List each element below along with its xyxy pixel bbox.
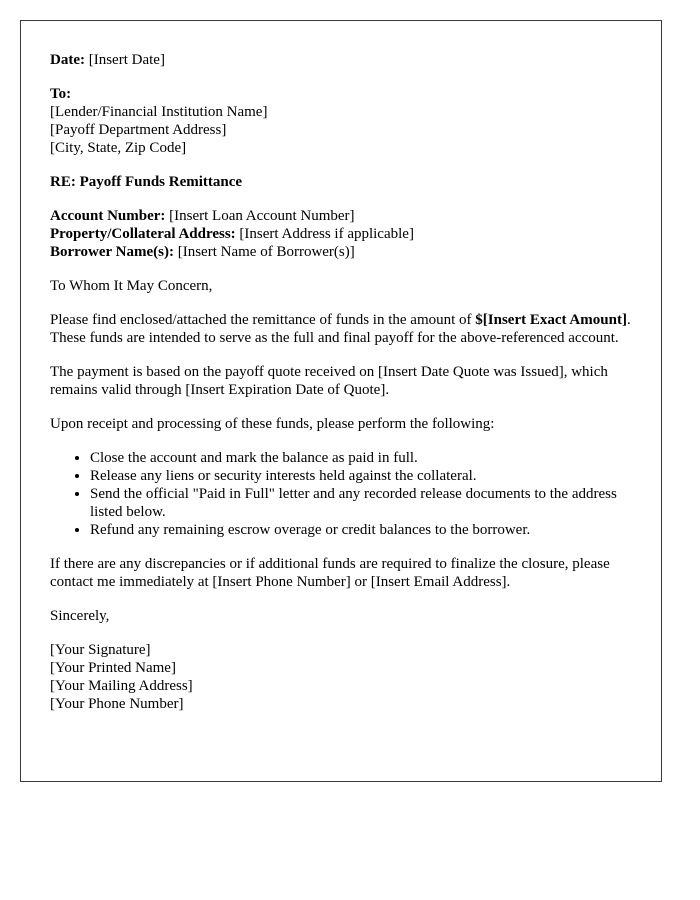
recipient-name: [Lender/Financial Institution Name] <box>50 104 268 120</box>
letter-page <box>20 20 662 782</box>
property-address-value: [Insert Address if applicable] <box>239 226 414 242</box>
action-item-close-account: • Close the account and mark the balance as paid in full. <box>90 449 633 467</box>
account-number-line <box>50 207 633 225</box>
remittance-text-start: Please find enclosed/attached the remittance of funds in the amount of <box>50 312 476 328</box>
date-line <box>50 51 633 69</box>
mailing-address: [Your Mailing Address] <box>50 678 193 694</box>
account-number-label: Account Number: <box>50 208 166 224</box>
property-address-line <box>50 225 633 243</box>
borrower-name-value: [Insert Name of Borrower(s)] <box>177 244 355 260</box>
contact-paragraph: If there are any discrepancies or if additional funds are required to finalize the closure, please contact me immediately at [Insert Phone Number] or [Insert Email Address]. <box>50 556 610 590</box>
recipient-block <box>50 85 633 157</box>
printed-name: [Your Printed Name] <box>50 660 176 676</box>
remittance-paragraph <box>50 311 633 347</box>
payoff-amount: $[Insert Exact Amount] <box>475 312 627 328</box>
remittance-text-end: . These funds are intended to serve as the full and final payoff for the above-referenced account. <box>50 312 631 346</box>
to-label: To: <box>50 86 72 102</box>
action-item-refund-escrow: • Refund any remaining escrow overage or credit balances to the borrower. <box>90 521 633 539</box>
date-label: Date: <box>50 52 85 68</box>
date-value: [Insert Date] <box>88 52 165 68</box>
recipient-city-state-zip: [City, State, Zip Code] <box>50 140 187 156</box>
action-item-send-letter: • Send the official "Paid in Full" letter and any recorded release documents to the address listed below. <box>90 485 633 521</box>
recipient-address: [Payoff Department Address] <box>50 122 227 138</box>
property-address-label: Property/Collateral Address: <box>50 226 236 242</box>
borrower-name-label: Borrower Name(s): <box>50 244 174 260</box>
borrower-name-line <box>50 243 633 261</box>
instructions-intro: Upon receipt and processing of these funds, please perform the following: <box>50 416 495 432</box>
action-item-release-liens: • Release any liens or security interests held against the collateral. <box>90 467 633 485</box>
signature-block <box>50 641 633 713</box>
subject-line: RE: Payoff Funds Remittance <box>50 174 243 190</box>
sign-off: Sincerely, <box>50 608 110 624</box>
payoff-quote-paragraph: The payment is based on the payoff quote received on [Insert Date Quote was Issued], which remains valid through [Insert Expiration Date of Quote]. <box>50 364 608 398</box>
action-list <box>50 449 633 539</box>
account-details <box>50 207 633 261</box>
salutation: To Whom It May Concern, <box>50 278 213 294</box>
signature-line: [Your Signature] <box>50 642 151 658</box>
account-number-value: [Insert Loan Account Number] <box>169 208 355 224</box>
phone-number: [Your Phone Number] <box>50 696 184 712</box>
